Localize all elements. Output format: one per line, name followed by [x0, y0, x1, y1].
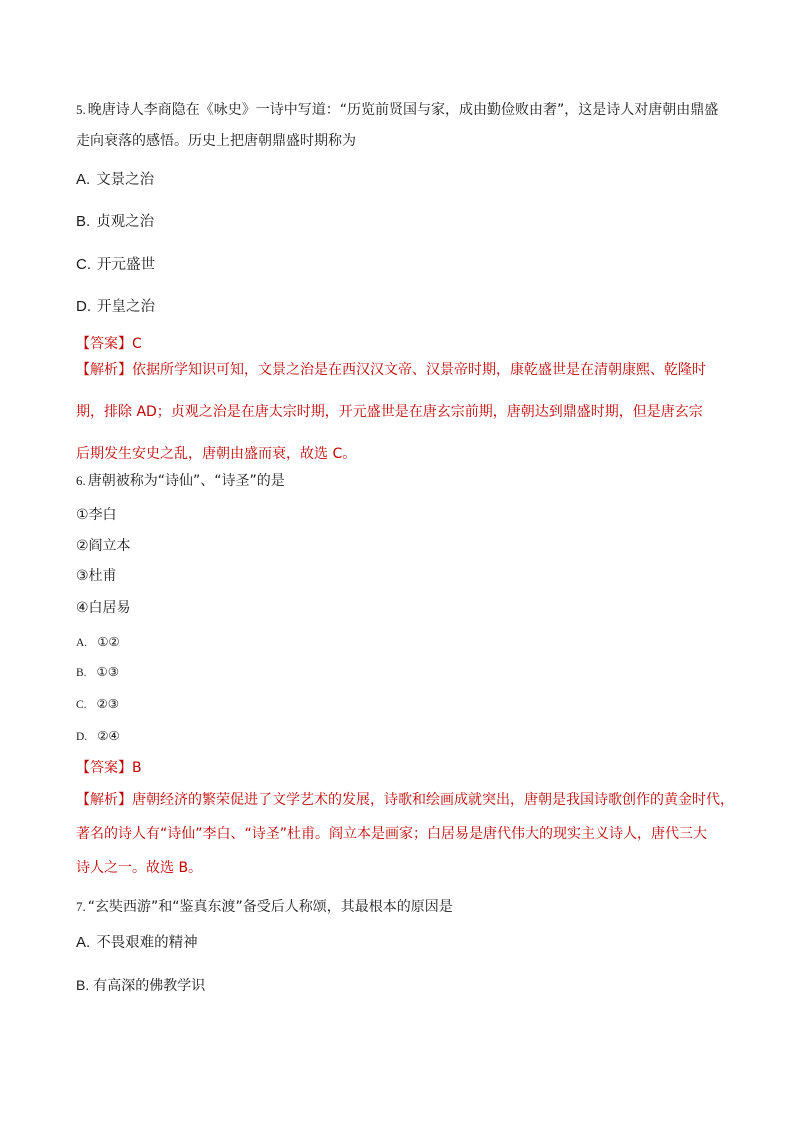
q5-analysis-line-1 — [76, 360, 706, 380]
q6-option-c-letter: C. — [76, 699, 87, 711]
q6-answer-label: 【答案】 — [76, 760, 132, 776]
q5-stem-line-1 — [76, 100, 718, 120]
q5-analysis-label: 【解析】 — [76, 362, 132, 378]
q5-option-b-letter: B. — [76, 213, 91, 230]
q6-option-c-text: ②③ — [96, 696, 119, 711]
q7-option-a[interactable] — [76, 933, 198, 953]
q5-answer — [76, 334, 142, 354]
q5-answer-label: 【答案】 — [76, 336, 132, 352]
q5-option-a[interactable] — [76, 170, 154, 190]
q7-option-b-letter: B. — [76, 977, 90, 993]
q6-option-d[interactable] — [76, 726, 120, 747]
q5-answer-value: C — [132, 336, 142, 352]
q6-analysis-line-2: 著名的诗人有“诗仙”李白、“诗圣”杜甫。阎立本是画家；白居易是唐代伟大的现实主义诗人，唐代三大 — [76, 826, 708, 842]
q6-option-a-letter: A. — [76, 637, 88, 649]
q6-answer — [76, 758, 142, 778]
q7-option-a-text: 不畏艰难的精神 — [96, 935, 198, 951]
q6-analysis-label: 【解析】 — [76, 792, 132, 808]
q7-number: 7. — [76, 899, 86, 914]
q6-item-3: ③杜甫 — [76, 568, 117, 584]
q5-option-c-text: 开元盛世 — [97, 257, 155, 273]
q6-item-2: ②阎立本 — [76, 538, 131, 554]
q6-option-a-text: ①② — [97, 634, 120, 649]
q7-stem-text: “玄奘西游”和“鉴真东渡”备受后人称颂，其最根本的原因是 — [87, 899, 453, 915]
q5-stem-text-1: 晚唐诗人李商隐在《咏史》一诗中写道：“历览前贤国与家，成由勤俭败由奢”，这是诗人对唐朝由鼎盛 — [87, 102, 719, 118]
q5-option-d[interactable] — [76, 297, 155, 317]
q7-option-b[interactable] — [76, 975, 205, 996]
q5-option-c-letter: C. — [76, 256, 91, 273]
q6-option-b-text: ①③ — [96, 664, 119, 679]
q5-analysis-text-1: 依据所学知识可知，文景之治是在西汉汉文帝、汉景帝时期，康乾盛世是在清朝康熙、乾隆时 — [132, 362, 706, 378]
q6-analysis-line-1 — [76, 790, 734, 810]
q6-option-b[interactable] — [76, 662, 119, 683]
q5-option-d-letter: D. — [76, 298, 91, 315]
q6-option-a[interactable] — [76, 632, 120, 653]
q5-option-a-letter: A. — [76, 171, 91, 188]
q7-stem — [76, 897, 453, 917]
q5-option-b-text: 贞观之治 — [96, 214, 155, 230]
watermark-icon — [389, 399, 403, 413]
q6-option-d-letter: D. — [76, 731, 88, 743]
q6-item-1: ①李白 — [76, 507, 117, 523]
q6-analysis-line-3: 诗人之一。故选 B。 — [76, 860, 203, 876]
q6-number: 6. — [76, 473, 86, 488]
q6-option-b-letter: B. — [76, 667, 87, 679]
q5-analysis-line-3: 后期发生安史之乱，唐朝由盛而衰，故选 C。 — [76, 446, 357, 462]
q5-number: 5. — [76, 102, 86, 117]
q5-analysis-line-2: 期，排除 AD；贞观之治是在唐太宗时期，开元盛世是在唐玄宗前期，唐朝达到鼎盛时期，但是唐玄宗 — [76, 404, 703, 420]
q6-answer-value: B — [132, 760, 142, 776]
q6-stem — [76, 471, 285, 491]
q5-stem-line-2: 走向衰落的感悟。历史上把唐朝鼎盛时期称为 — [76, 133, 356, 149]
q6-option-d-text: ②④ — [97, 728, 120, 743]
q6-analysis-text-1: 唐朝经济的繁荣促进了文学艺术的发展，诗歌和绘画成就突出，唐朝是我国诗歌创作的黄金时代， — [132, 792, 734, 808]
q5-option-b[interactable] — [76, 212, 154, 232]
q7-option-b-text: 有高深的佛教学识 — [93, 978, 206, 994]
q6-stem-text: 唐朝被称为“诗仙”、“诗圣”的是 — [87, 473, 285, 489]
q5-option-c[interactable] — [76, 255, 155, 275]
q7-option-a-letter: A. — [76, 934, 91, 951]
q6-item-4: ④白居易 — [76, 600, 131, 616]
q6-option-c[interactable] — [76, 694, 119, 715]
q5-option-d-text: 开皇之治 — [97, 299, 155, 315]
q5-option-a-text: 文景之治 — [96, 172, 155, 188]
